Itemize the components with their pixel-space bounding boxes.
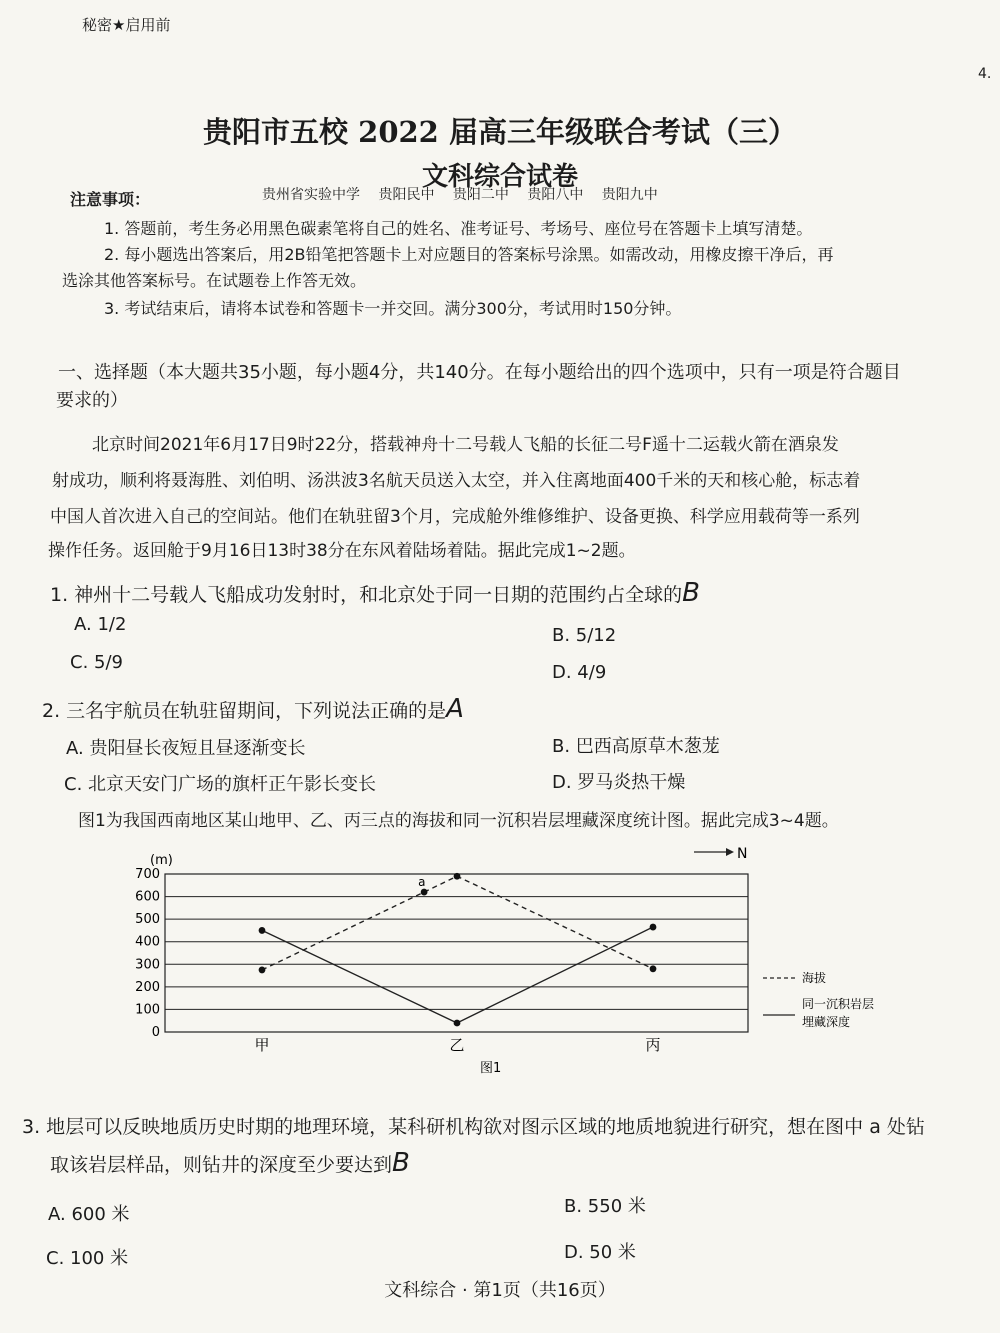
chart-y-tick-label: 300 xyxy=(135,957,160,973)
passage-line-3: 中国人首次进入自己的空间站。他们在轨驻留3个月，完成舱外维修维护、设备更换、科学应用载荷等一系列 xyxy=(50,507,860,527)
chart-frame xyxy=(165,874,748,1032)
chart-point xyxy=(650,924,657,931)
passage-line-2: 射成功，顺利将聂海胜、刘伯明、汤洪波3名航天员送入太空，并入住离地面400千米的天和核心舱，标志着 xyxy=(52,471,861,491)
legend-label-depth-line1: 同一沉积岩层 xyxy=(802,997,875,1011)
question-2-option-a: A. 贵阳昼长夜短且昼逐渐变长 xyxy=(66,738,306,759)
chart-x-tick-label: 乙 xyxy=(449,1036,465,1054)
question-2-text: 2. 三名宇航员在轨驻留期间，下列说法正确的是 xyxy=(42,700,447,722)
chart-caption: 图1 xyxy=(480,1061,502,1076)
question-3-handwritten-mark: B xyxy=(392,1148,410,1178)
chart-y-tick-label: 100 xyxy=(135,1002,160,1018)
question-3-text: 取该岩层样品，则钻井的深度至少要达到 xyxy=(50,1154,393,1176)
question-1-handwritten-mark: B xyxy=(682,578,701,608)
chart-point xyxy=(650,965,657,972)
chart-unit-label: (m) xyxy=(150,853,173,868)
passage-line-4: 操作任务。返回舱于9月16日13时38分在东风着陆场着陆。据此完成1~2题。 xyxy=(48,541,636,561)
school-list: 贵州省实验中学 贵阳民中 贵阳二中 贵阳八中 贵阳九中 xyxy=(262,187,658,203)
notice-line-1: 1. 答题前，考生务必用黑色碳素笔将自己的姓名、准考证号、考场号、座位号在答题卡上填写清楚。 xyxy=(104,219,813,238)
question-2-option-d: D. 罗马炎热干燥 xyxy=(552,772,686,793)
section-heading: 一、选择题（本大题共35小题，每小题4分，共140分。在每小题给出的四个选项中，只有一项是符合题目 xyxy=(58,362,901,383)
chart-point xyxy=(259,967,266,974)
chart-x-ticks xyxy=(254,1036,660,1054)
chart-point xyxy=(454,1020,461,1027)
section-heading-cont: 要求的） xyxy=(56,390,128,411)
chart-y-tick-label: 600 xyxy=(135,889,160,905)
chart-grid xyxy=(165,874,748,1032)
question-2-option-b: B. 巴西高原草木葱茏 xyxy=(552,736,720,757)
page-footer: 文科综合 · 第1页（共16页） xyxy=(384,1280,616,1301)
chart-x-tick-label: 甲 xyxy=(254,1036,270,1054)
question-3-option-c: C. 100 米 xyxy=(46,1248,129,1269)
question-3-option-d: D. 50 米 xyxy=(564,1242,636,1263)
question-2-stem xyxy=(42,694,464,724)
north-label: N xyxy=(737,846,748,862)
legend-label-depth-line2: 埋藏深度 xyxy=(802,1015,851,1029)
question-3-option-a: A. 600 米 xyxy=(48,1204,130,1225)
confidential-label: 秘密★启用前 xyxy=(82,16,171,34)
question-1-option-a: A. 1/2 xyxy=(74,614,127,635)
chart-y-tick-label: 200 xyxy=(135,979,160,995)
question-1-option-c: C. 5/9 xyxy=(70,652,123,673)
notice-heading: 注意事项： xyxy=(70,190,151,209)
exam-title: 贵阳市五校 2022 届高三年级联合考试（三） xyxy=(203,115,797,149)
chart-point-a-label: a xyxy=(418,875,426,890)
chart-legend xyxy=(763,970,874,1029)
question-3-stem-line-2 xyxy=(50,1148,410,1178)
exam-subtitle: 文科综合试卷 xyxy=(421,162,578,192)
question-1-text: 1. 神州十二号载人飞船成功发射时，和北京处于同一日期的范围约占全球的 xyxy=(50,584,683,606)
question-3-option-b: B. 550 米 xyxy=(564,1196,646,1217)
page-corner-number: 4. xyxy=(978,66,992,82)
legend-label-elevation: 海拔 xyxy=(802,971,827,985)
question-1-option-d: D. 4/9 xyxy=(552,662,607,683)
question-1-stem xyxy=(50,578,700,608)
chart-y-tick-label: 700 xyxy=(135,867,160,882)
chart-point xyxy=(259,927,266,934)
figure-1-chart xyxy=(120,836,900,1086)
chart-y-tick-label: 400 xyxy=(135,934,160,950)
chart-y-ticks xyxy=(135,867,160,1040)
chart-x-tick-label: 丙 xyxy=(645,1036,661,1054)
chart-point xyxy=(454,873,461,880)
passage-line-1: 北京时间2021年6月17日9时22分，搭载神舟十二号载人飞船的长征二号F遥十二运载火箭在酒泉发 xyxy=(92,435,839,455)
chart-y-tick-label: 500 xyxy=(135,912,160,928)
notice-line-3: 3. 考试结束后，请将本试卷和答题卡一并交回。满分300分，考试用时150分钟。 xyxy=(104,299,682,318)
chart-point-a xyxy=(421,889,428,896)
notice-line-2: 2. 每小题选出答案后，用2B铅笔把答题卡上对应题目的答案标号涂黑。如需改动，用橡皮擦干净后，再 xyxy=(104,245,834,264)
question-1-option-b: B. 5/12 xyxy=(552,625,617,646)
question-3-stem-line-1: 3. 地层可以反映地质历史时期的地理环境，某科研机构欲对图示区域的地质地貌进行研究，想在图中 a 处钻 xyxy=(22,1116,925,1138)
question-2-handwritten-mark: A xyxy=(446,694,464,724)
north-arrow xyxy=(694,846,747,862)
chart-y-tick-label: 0 xyxy=(151,1025,160,1040)
notice-line-2-cont: 选涂其他答案标号。在试题卷上作答无效。 xyxy=(62,271,367,290)
figure-intro: 图1为我国西南地区某山地甲、乙、丙三点的海拔和同一沉积岩层埋藏深度统计图。据此完成3~4题。 xyxy=(78,811,839,831)
question-2-option-c: C. 北京天安门广场的旗杆正午影长变长 xyxy=(64,774,377,795)
chart-series xyxy=(259,873,657,1027)
